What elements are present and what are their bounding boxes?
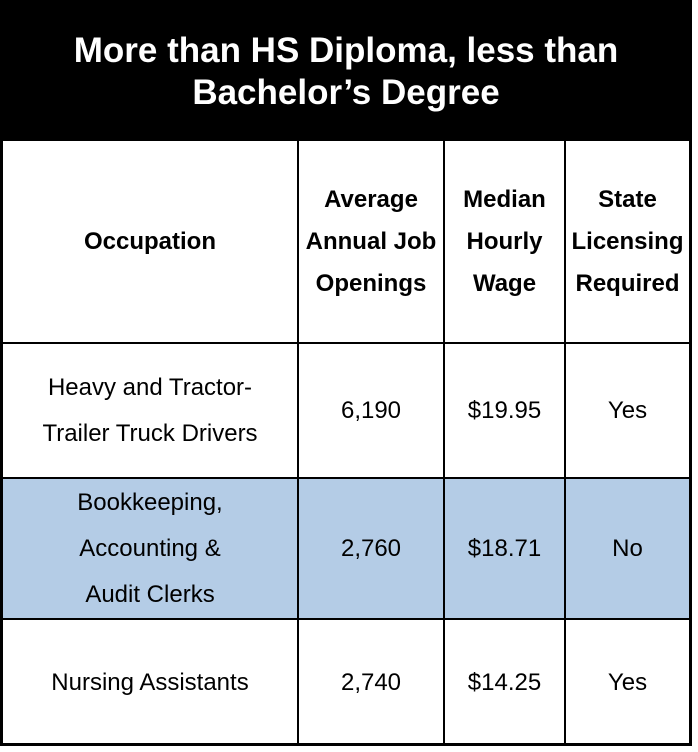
hourly-wage-cell: $14.25 [444,619,565,746]
header-text: Wage [472,269,537,297]
occupation-text: Nursing Assistants [51,669,249,696]
header-text: Average [324,185,418,213]
column-header-job-openings [298,141,444,343]
table-title [3,0,689,141]
table-title-line-2: Bachelor’s Degree [192,72,500,112]
table-row-highlighted [3,478,689,619]
table-row [3,343,689,478]
occupation-cell [3,478,298,619]
job-openings-cell: 2,740 [298,619,444,746]
occupation-text: Heavy and Tractor- [47,373,253,401]
licensing-cell: Yes [607,669,648,696]
occupation-cell [3,619,298,746]
table-title-line-1: More than HS Diploma, less than [73,30,619,70]
occupation-text: Bookkeeping, [77,488,223,516]
column-header-occupation [3,141,298,343]
header-text: Annual Job [305,227,437,255]
hourly-wage-cell: $18.71 [444,478,565,619]
hourly-wage-cell: $19.95 [444,343,565,478]
column-header-licensing [565,141,689,343]
header-text: State [598,185,657,213]
occupation-table [3,141,689,746]
table-row [3,619,689,746]
header-text: Openings [315,269,427,297]
licensing-cell: Yes [565,343,689,478]
occupation-text: Audit Clerks [85,580,215,608]
licensing-cell: No [565,478,689,619]
job-openings-cell: 6,190 [298,343,444,478]
header-text: Licensing [571,227,684,255]
header-row [3,141,689,343]
header-text: Hourly [466,227,543,255]
header-text: Required [575,269,680,297]
header-text: Occupation [83,227,216,255]
occupation-text: Accounting & [79,534,221,562]
job-openings-cell: 2,760 [298,478,444,619]
occupation-text: Trailer Truck Drivers [42,419,258,447]
occupation-cell [3,343,298,478]
column-header-hourly-wage [444,141,565,343]
header-text: Median [463,185,546,213]
